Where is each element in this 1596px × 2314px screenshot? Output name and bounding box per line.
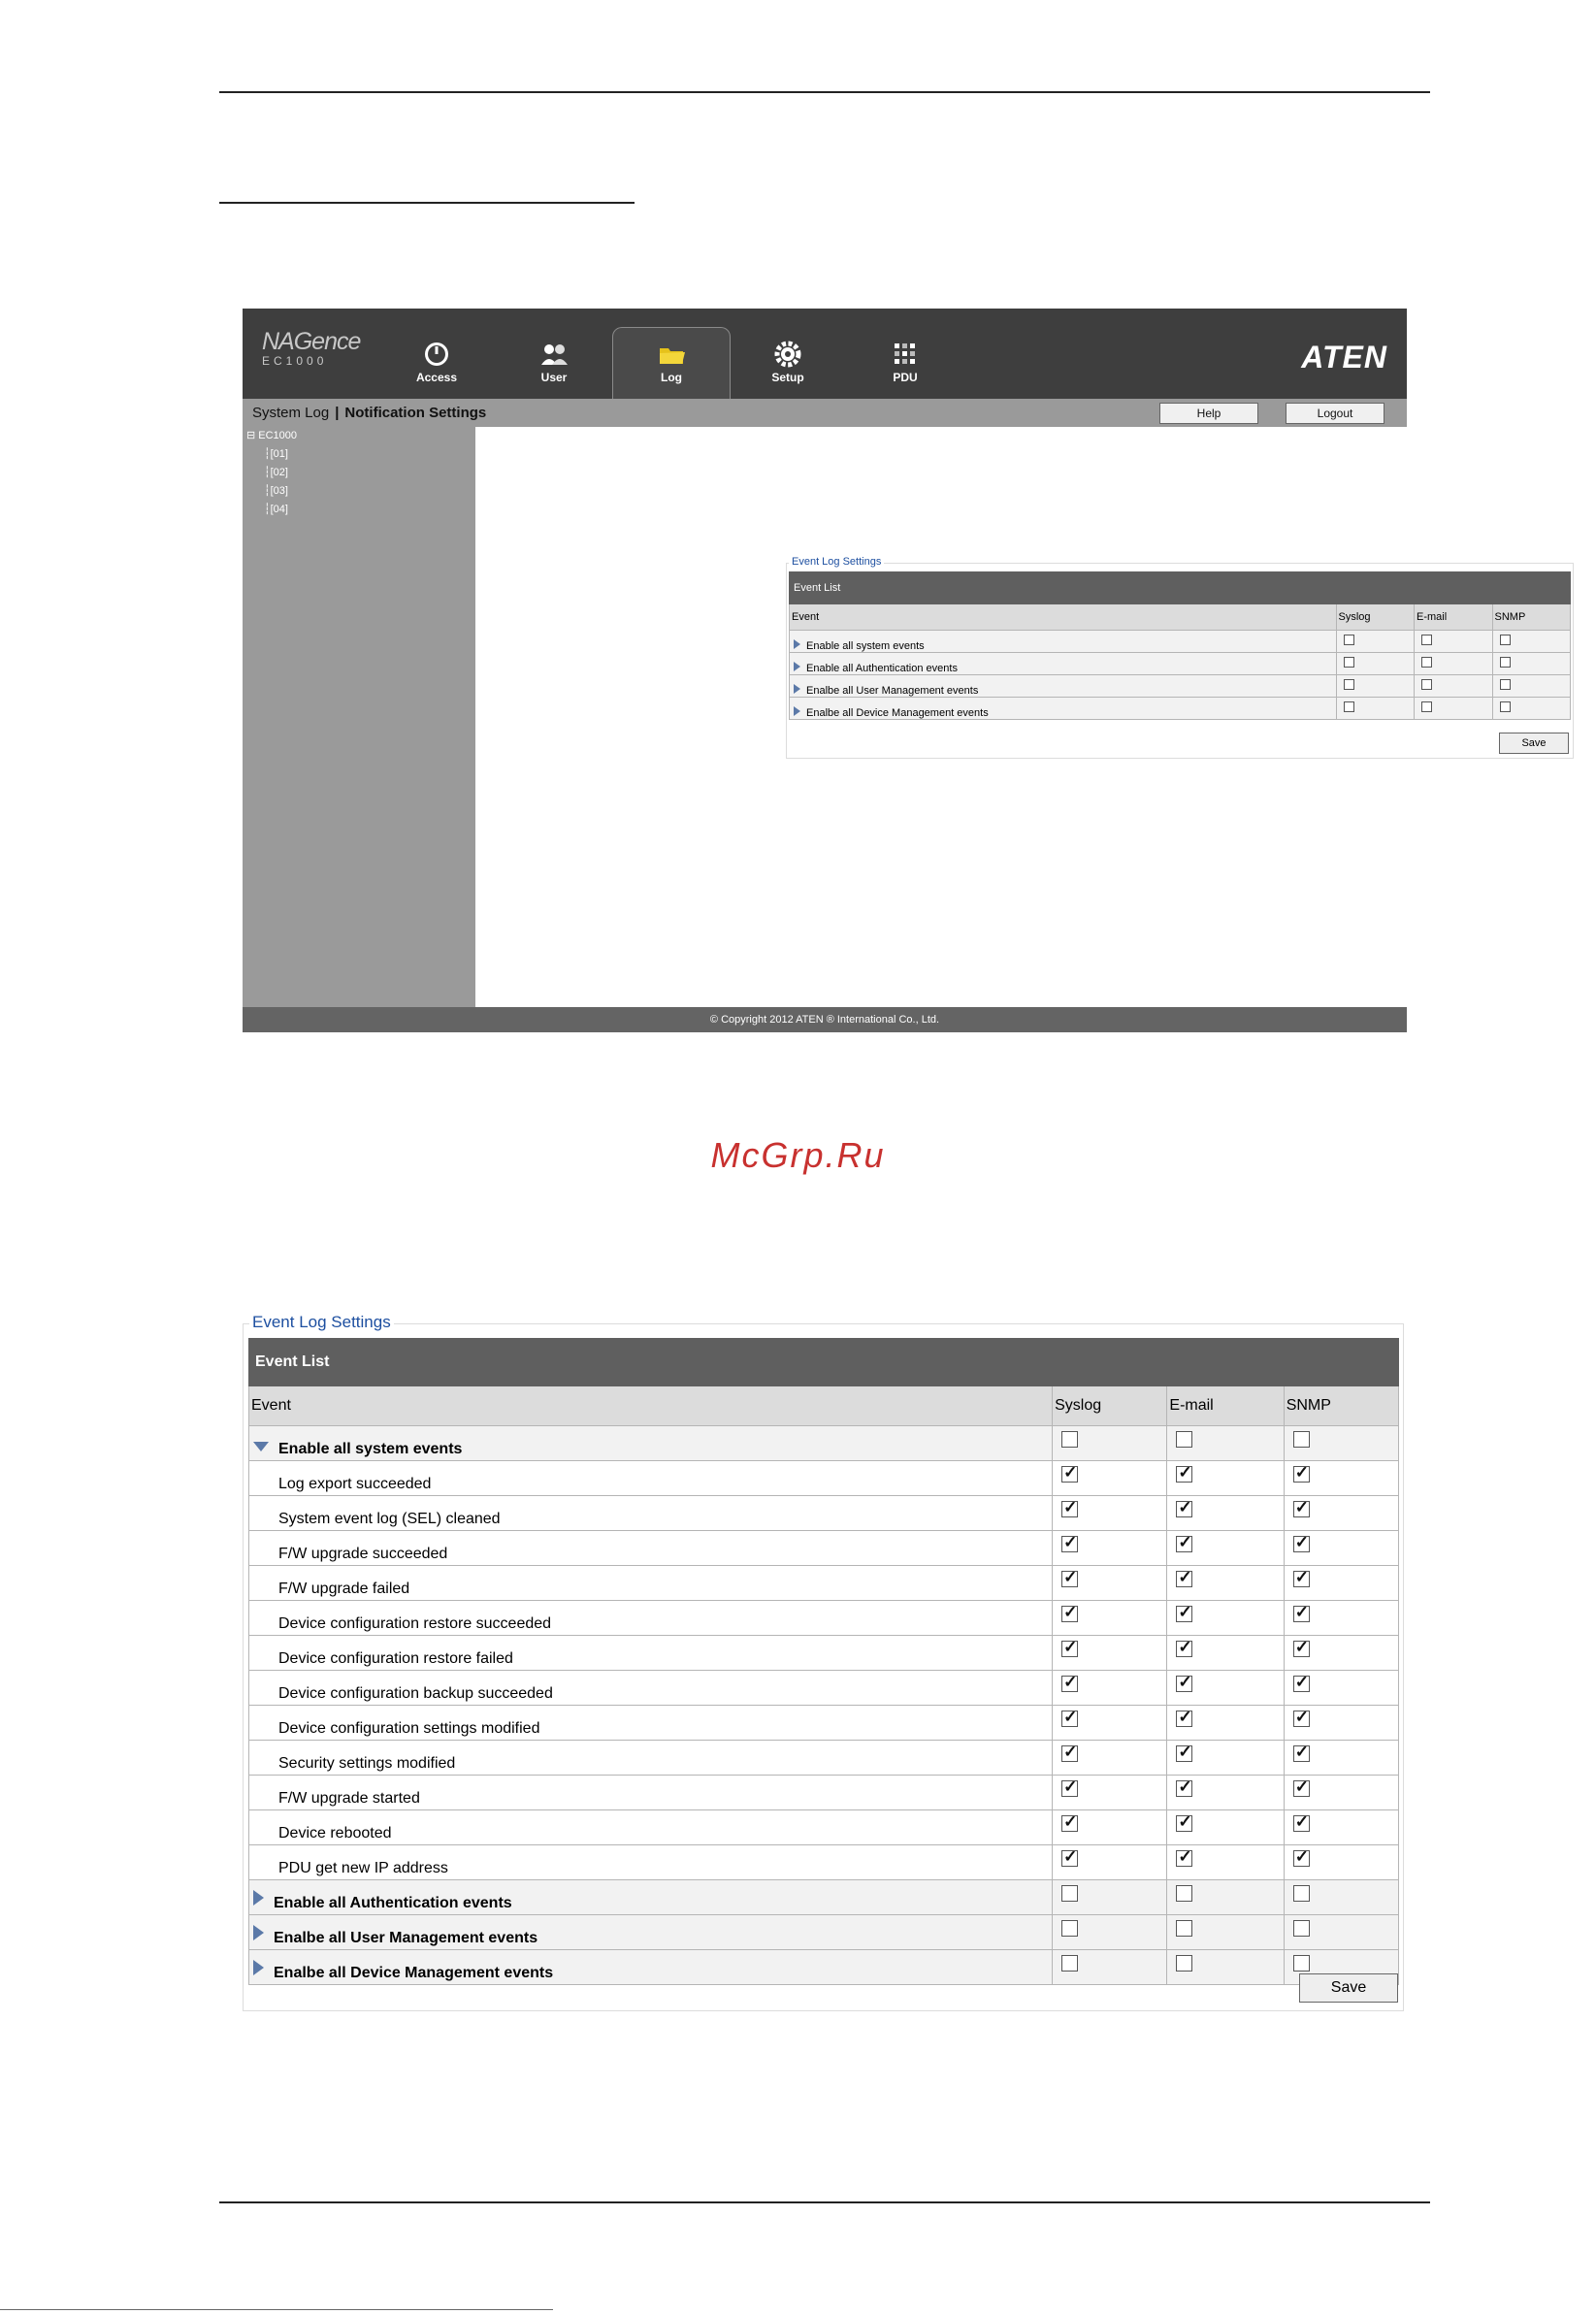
event-group-label: Enable all Authentication events xyxy=(274,1895,512,1911)
snmp-checkbox[interactable] xyxy=(1293,1641,1310,1657)
syslog-checkbox[interactable] xyxy=(1061,1815,1078,1832)
syslog-checkbox[interactable] xyxy=(1061,1571,1078,1587)
event-item-label: F/W upgrade started xyxy=(278,1790,420,1807)
event-item-label: Log export succeeded xyxy=(278,1476,432,1492)
panel-legend: Event Log Settings xyxy=(249,1313,394,1332)
users-icon xyxy=(539,340,569,369)
nav-tab-user[interactable] xyxy=(496,328,612,396)
syslog-checkbox[interactable] xyxy=(1061,1606,1078,1622)
logout-button[interactable]: Logout xyxy=(1286,403,1384,424)
event-item xyxy=(249,1601,1053,1636)
copyright-footer: © Copyright 2012 ATEN ® International Co., Ltd. xyxy=(243,1007,1407,1032)
event-item xyxy=(249,1636,1053,1671)
event-group[interactable] xyxy=(249,1915,1053,1950)
email-checkbox[interactable] xyxy=(1421,657,1432,668)
event-item xyxy=(249,1706,1053,1741)
email-checkbox[interactable] xyxy=(1176,1536,1192,1552)
email-checkbox[interactable] xyxy=(1176,1466,1192,1483)
syslog-checkbox[interactable] xyxy=(1344,635,1354,645)
snmp-checkbox[interactable] xyxy=(1500,701,1511,712)
event-item-label: Device configuration restore succeeded xyxy=(278,1615,552,1632)
panel-legend: Event Log Settings xyxy=(789,556,884,568)
nav-tab-setup[interactable] xyxy=(730,328,846,396)
event-item-label: F/W upgrade failed xyxy=(278,1581,410,1597)
table-row xyxy=(249,1566,1399,1601)
save-button[interactable]: Save xyxy=(1299,1973,1398,2003)
column-header-syslog: Syslog xyxy=(1336,604,1415,631)
event-group-label: Enalbe all Device Management events xyxy=(274,1965,554,1981)
folder-icon xyxy=(657,340,686,369)
event-list-table xyxy=(789,571,1571,720)
event-group-label: Enalbe all User Management events xyxy=(274,1930,538,1946)
pdu-icon xyxy=(891,340,920,369)
brand-logo xyxy=(262,328,360,368)
tree-item[interactable]: ┆[02] xyxy=(264,467,288,478)
nav-tab-label: User xyxy=(540,371,568,384)
syslog-checkbox[interactable] xyxy=(1061,1780,1078,1797)
expand-arrow-icon[interactable] xyxy=(253,1960,264,1975)
expand-arrow-icon[interactable] xyxy=(794,706,800,716)
table-row xyxy=(249,1496,1399,1531)
nav-tab-label: Access xyxy=(415,371,458,384)
snmp-checkbox[interactable] xyxy=(1293,1711,1310,1727)
event-group[interactable] xyxy=(249,1880,1053,1915)
syslog-checkbox[interactable] xyxy=(1344,679,1354,690)
tree-item[interactable]: ┆[03] xyxy=(264,485,288,497)
tree-item-label: [02] xyxy=(270,467,288,478)
sub-navbar xyxy=(243,399,1407,427)
snmp-checkbox[interactable] xyxy=(1293,1501,1310,1517)
table-row xyxy=(249,1461,1399,1496)
syslog-checkbox[interactable] xyxy=(1061,1501,1078,1517)
table-row xyxy=(249,1880,1399,1915)
email-checkbox[interactable] xyxy=(1421,701,1432,712)
snmp-checkbox[interactable] xyxy=(1293,1850,1310,1867)
snmp-checkbox[interactable] xyxy=(1500,657,1511,668)
column-header-syslog: Syslog xyxy=(1053,1386,1167,1426)
sidebar-tree xyxy=(243,427,475,1007)
collapse-arrow-icon[interactable] xyxy=(253,1442,269,1451)
event-group[interactable] xyxy=(790,653,1337,675)
email-checkbox[interactable] xyxy=(1176,1571,1192,1587)
nav-tab-label: Log xyxy=(661,371,682,384)
email-checkbox[interactable] xyxy=(1176,1641,1192,1657)
nav-tab-access[interactable] xyxy=(378,328,495,396)
event-group-label: Enable all Authentication events xyxy=(806,663,958,674)
expand-arrow-icon[interactable] xyxy=(794,684,800,694)
event-log-settings-panel xyxy=(786,556,1574,759)
syslog-checkbox[interactable] xyxy=(1061,1885,1078,1902)
top-navbar xyxy=(243,309,1407,399)
event-item-label: System event log (SEL) cleaned xyxy=(278,1511,501,1527)
event-group-label: Enable all system events xyxy=(278,1441,463,1457)
table-row xyxy=(249,1601,1399,1636)
breadcrumb xyxy=(252,405,486,421)
syslog-checkbox[interactable] xyxy=(1061,1711,1078,1727)
column-header-snmp: SNMP xyxy=(1284,1386,1398,1426)
snmp-checkbox[interactable] xyxy=(1500,679,1511,690)
expand-arrow-icon[interactable] xyxy=(253,1925,264,1940)
event-item-label: Device configuration restore failed xyxy=(278,1650,513,1667)
nav-tab-log[interactable] xyxy=(612,327,731,400)
event-group[interactable] xyxy=(790,698,1337,720)
event-group[interactable] xyxy=(249,1950,1053,1985)
event-item-label: Device rebooted xyxy=(278,1825,392,1841)
email-checkbox[interactable] xyxy=(1176,1885,1192,1902)
column-header-event: Event xyxy=(249,1386,1053,1426)
table-row xyxy=(249,1776,1399,1810)
save-button[interactable]: Save xyxy=(1499,733,1569,754)
syslog-checkbox[interactable] xyxy=(1344,701,1354,712)
event-item xyxy=(249,1531,1053,1566)
event-item xyxy=(249,1776,1053,1810)
help-button[interactable]: Help xyxy=(1159,403,1258,424)
table-row xyxy=(790,675,1571,698)
event-item-label: Device configuration settings modified xyxy=(278,1720,540,1737)
column-header-snmp: SNMP xyxy=(1492,604,1571,631)
brand-name: NAGence xyxy=(262,328,361,355)
event-item xyxy=(249,1461,1053,1496)
email-checkbox[interactable] xyxy=(1176,1955,1192,1972)
event-item xyxy=(249,1671,1053,1706)
event-group-label: Enable all system events xyxy=(806,640,925,652)
nav-tab-label: PDU xyxy=(893,371,918,384)
column-header-event: Event xyxy=(790,604,1337,631)
snmp-checkbox[interactable] xyxy=(1293,1571,1310,1587)
table-row xyxy=(249,1671,1399,1706)
snmp-checkbox[interactable] xyxy=(1293,1536,1310,1552)
snmp-checkbox[interactable] xyxy=(1293,1606,1310,1622)
tree-item-label: [01] xyxy=(270,448,288,460)
event-item-label: PDU get new IP address xyxy=(278,1860,448,1876)
email-checkbox[interactable] xyxy=(1176,1711,1192,1727)
table-row xyxy=(249,1741,1399,1776)
syslog-checkbox[interactable] xyxy=(1061,1955,1078,1972)
snmp-checkbox[interactable] xyxy=(1293,1815,1310,1832)
syslog-checkbox[interactable] xyxy=(1061,1676,1078,1692)
expand-arrow-icon[interactable] xyxy=(794,639,800,649)
expand-arrow-icon[interactable] xyxy=(253,1890,264,1906)
table-row xyxy=(790,653,1571,675)
table-row xyxy=(790,698,1571,720)
snmp-checkbox[interactable] xyxy=(1293,1780,1310,1797)
email-checkbox[interactable] xyxy=(1176,1815,1192,1832)
email-checkbox[interactable] xyxy=(1421,679,1432,690)
main-content xyxy=(475,427,1547,1007)
breadcrumb-notification-settings[interactable]: Notification Settings xyxy=(344,405,487,421)
syslog-checkbox[interactable] xyxy=(1344,657,1354,668)
table-row xyxy=(249,1636,1399,1671)
top-rule xyxy=(219,91,1430,93)
tree-root[interactable]: ⊟ EC1000 xyxy=(246,430,298,441)
table-row xyxy=(249,1915,1399,1950)
email-checkbox[interactable] xyxy=(1176,1850,1192,1867)
syslog-checkbox[interactable] xyxy=(1061,1641,1078,1657)
snmp-checkbox[interactable] xyxy=(1293,1955,1310,1972)
email-checkbox[interactable] xyxy=(1176,1606,1192,1622)
brand-model: EC1000 xyxy=(262,354,328,368)
table-row xyxy=(249,1426,1399,1461)
snmp-checkbox[interactable] xyxy=(1293,1920,1310,1937)
breadcrumb-system-log[interactable]: System Log xyxy=(252,405,330,421)
gear-icon xyxy=(773,340,802,369)
event-item-label: Device configuration backup succeeded xyxy=(278,1685,553,1702)
event-item xyxy=(249,1845,1053,1880)
bottom-rule xyxy=(219,2201,1430,2203)
event-item-label: F/W upgrade succeeded xyxy=(278,1546,448,1562)
table-title: Event List xyxy=(790,572,1571,604)
event-group-label: Enalbe all Device Management events xyxy=(806,707,989,719)
power-icon xyxy=(422,340,451,369)
email-checkbox[interactable] xyxy=(1176,1501,1192,1517)
column-header-email: E-mail xyxy=(1415,604,1493,631)
email-checkbox[interactable] xyxy=(1176,1676,1192,1692)
other-group-rows xyxy=(249,1880,1399,1985)
snmp-checkbox[interactable] xyxy=(1293,1431,1310,1448)
aten-logo: ATEN xyxy=(1301,340,1387,375)
event-item xyxy=(249,1810,1053,1845)
event-group[interactable] xyxy=(249,1426,1053,1461)
email-checkbox[interactable] xyxy=(1176,1920,1192,1937)
table-row xyxy=(249,1845,1399,1880)
event-item xyxy=(249,1566,1053,1601)
event-group[interactable] xyxy=(790,631,1337,653)
expand-arrow-icon[interactable] xyxy=(794,662,800,671)
column-header-email: E-mail xyxy=(1167,1386,1284,1426)
event-item-label: Security settings modified xyxy=(278,1755,456,1772)
email-checkbox[interactable] xyxy=(1421,635,1432,645)
breadcrumb-separator: | xyxy=(335,405,340,421)
syslog-checkbox[interactable] xyxy=(1061,1536,1078,1552)
system-event-rows xyxy=(249,1461,1399,1880)
tree-item[interactable]: ┆[01] xyxy=(264,448,288,460)
nav-tab-pdu[interactable] xyxy=(847,328,963,396)
table-row xyxy=(790,631,1571,653)
event-list-table xyxy=(248,1338,1399,1985)
table-row xyxy=(249,1706,1399,1741)
table-row xyxy=(249,1810,1399,1845)
snmp-checkbox[interactable] xyxy=(1293,1885,1310,1902)
watermark: McGrp.Ru xyxy=(710,1135,886,1175)
nav-tab-label: Setup xyxy=(771,371,804,384)
table-row xyxy=(249,1531,1399,1566)
ui-screenshot xyxy=(243,309,1547,1032)
syslog-checkbox[interactable] xyxy=(1061,1920,1078,1937)
tree-item[interactable]: ┆[04] xyxy=(264,504,288,515)
event-log-settings-panel-expanded xyxy=(243,1313,1404,2011)
event-item xyxy=(249,1741,1053,1776)
snmp-checkbox[interactable] xyxy=(1293,1676,1310,1692)
event-group[interactable] xyxy=(790,675,1337,698)
syslog-checkbox[interactable] xyxy=(1061,1745,1078,1762)
page-footer-mark xyxy=(0,2308,1596,2314)
snmp-checkbox[interactable] xyxy=(1500,635,1511,645)
email-checkbox[interactable] xyxy=(1176,1780,1192,1797)
tree-item-label: [03] xyxy=(270,485,288,497)
tree-root-label: EC1000 xyxy=(258,430,298,441)
section-underline xyxy=(219,202,635,204)
table-row xyxy=(249,1950,1399,1985)
table-title: Event List xyxy=(249,1339,1399,1386)
snmp-checkbox[interactable] xyxy=(1293,1466,1310,1483)
tree-item-label: [04] xyxy=(270,504,288,515)
snmp-checkbox[interactable] xyxy=(1293,1745,1310,1762)
syslog-checkbox[interactable] xyxy=(1061,1431,1078,1448)
event-group-label: Enalbe all User Management events xyxy=(806,685,979,697)
syslog-checkbox[interactable] xyxy=(1061,1466,1078,1483)
event-item xyxy=(249,1496,1053,1531)
email-checkbox[interactable] xyxy=(1176,1431,1192,1448)
syslog-checkbox[interactable] xyxy=(1061,1850,1078,1867)
email-checkbox[interactable] xyxy=(1176,1745,1192,1762)
